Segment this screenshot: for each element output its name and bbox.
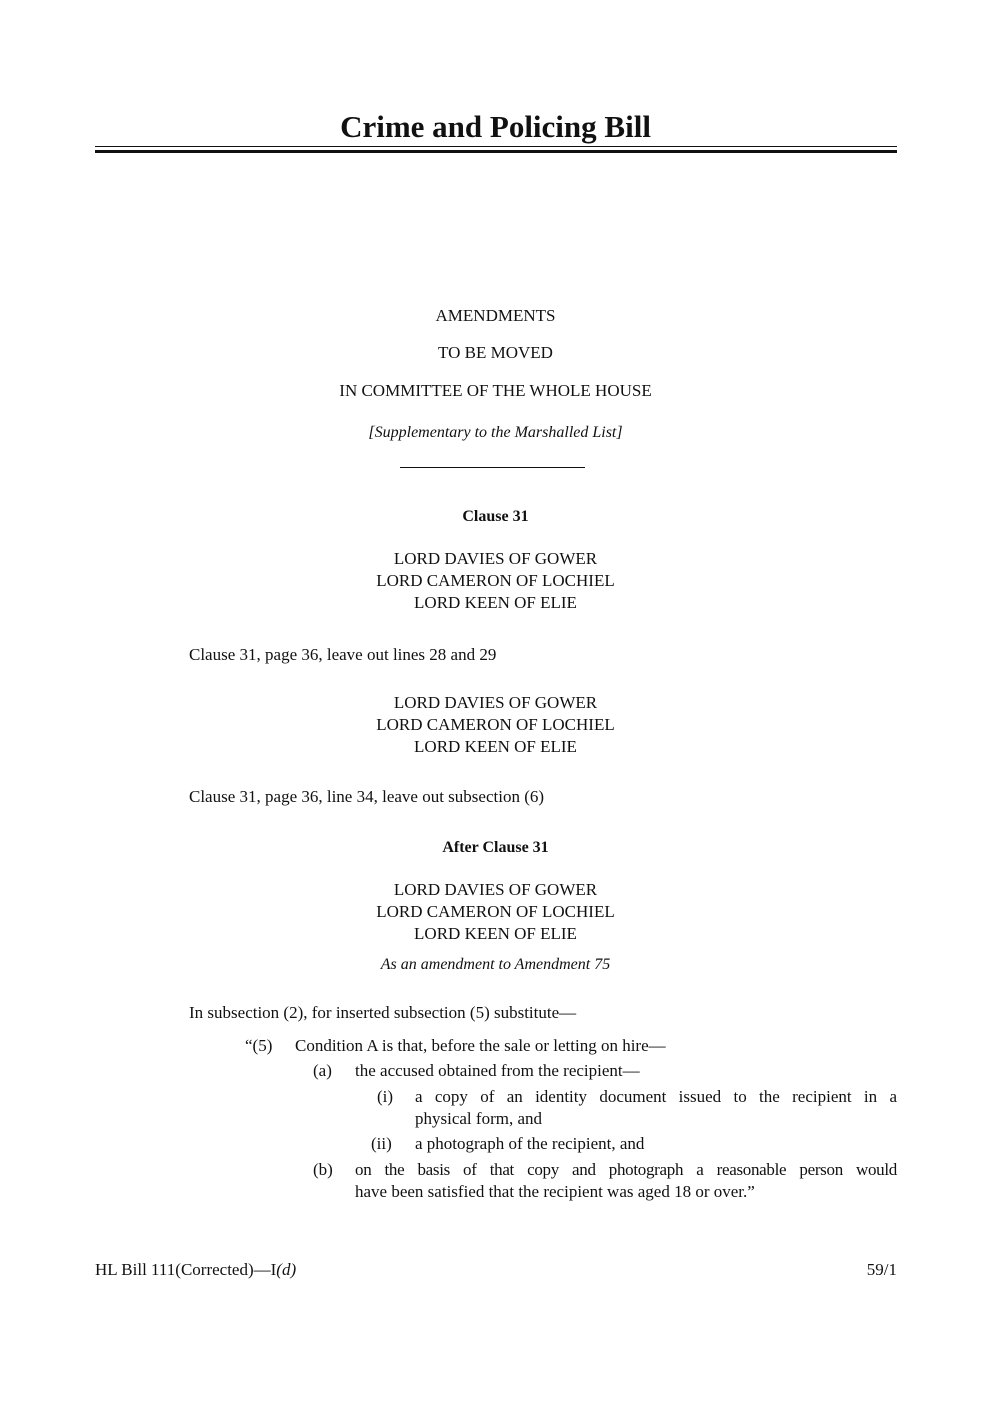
amendment-text: Clause 31, page 36, line 34, leave out subsection (6) — [189, 787, 545, 806]
heading-line-3: IN COMMITTEE OF THE WHOLE HOUSE — [339, 381, 652, 400]
sponsor: LORD CAMERON OF LOCHIEL — [376, 571, 615, 590]
page-number: 59/1 — [866, 1260, 897, 1279]
title-rule-thick — [95, 150, 897, 153]
subsection-text: Condition A is that, before the sale or letting on hire— — [295, 1036, 666, 1055]
paragraph-label: (a) — [313, 1061, 332, 1080]
amendment-intro: In subsection (2), for inserted subsection (5) substitute— — [189, 1003, 577, 1022]
heading-divider — [400, 467, 585, 468]
heading-note: [Supplementary to the Marshalled List] — [368, 424, 623, 441]
sponsor: LORD DAVIES OF GOWER — [393, 880, 598, 899]
subsection-label: “(5) — [245, 1036, 273, 1055]
sponsor: LORD DAVIES OF GOWER — [393, 549, 598, 568]
subparagraph-text: a photograph of the recipient, and — [415, 1134, 645, 1153]
heading-line-1: AMENDMENTS — [435, 306, 556, 325]
paragraph-label: (b) — [313, 1160, 333, 1179]
amendment-note: As an amendment to Amendment 75 — [380, 956, 611, 973]
bill-reference-text: HL Bill 111(Corrected)—I — [95, 1260, 277, 1279]
subparagraph-text: a copy of an identity document issued to the recipient in a — [415, 1087, 897, 1106]
clause-heading: After Clause 31 — [442, 839, 549, 856]
subparagraph-text: physical form, and — [415, 1109, 542, 1128]
sponsor: LORD CAMERON OF LOCHIEL — [376, 715, 615, 734]
paragraph-text: on the basis of that copy and photograph a reasonable person would — [355, 1160, 897, 1179]
bill-reference-suffix: (d) — [276, 1260, 297, 1279]
sponsor: LORD KEEN OF ELIE — [414, 737, 577, 756]
paragraph-text: the accused obtained from the recipient— — [355, 1061, 640, 1080]
subparagraph-label: (ii) — [371, 1134, 392, 1153]
sponsor: LORD DAVIES OF GOWER — [393, 693, 598, 712]
sponsor: LORD KEEN OF ELIE — [414, 593, 577, 612]
heading-line-2: TO BE MOVED — [438, 343, 553, 362]
sponsor: LORD KEEN OF ELIE — [414, 924, 577, 943]
sponsor: LORD CAMERON OF LOCHIEL — [376, 902, 615, 921]
bill-title: Crime and Policing Bill — [340, 109, 651, 144]
amendment-text: Clause 31, page 36, leave out lines 28 and 29 — [189, 645, 497, 664]
clause-heading: Clause 31 — [462, 508, 529, 525]
bill-reference — [95, 1259, 296, 1281]
subparagraph-label: (i) — [377, 1087, 394, 1106]
paragraph-text: have been satisfied that the recipient was aged 18 or over.” — [355, 1182, 755, 1201]
title-rule-thin — [95, 146, 897, 147]
